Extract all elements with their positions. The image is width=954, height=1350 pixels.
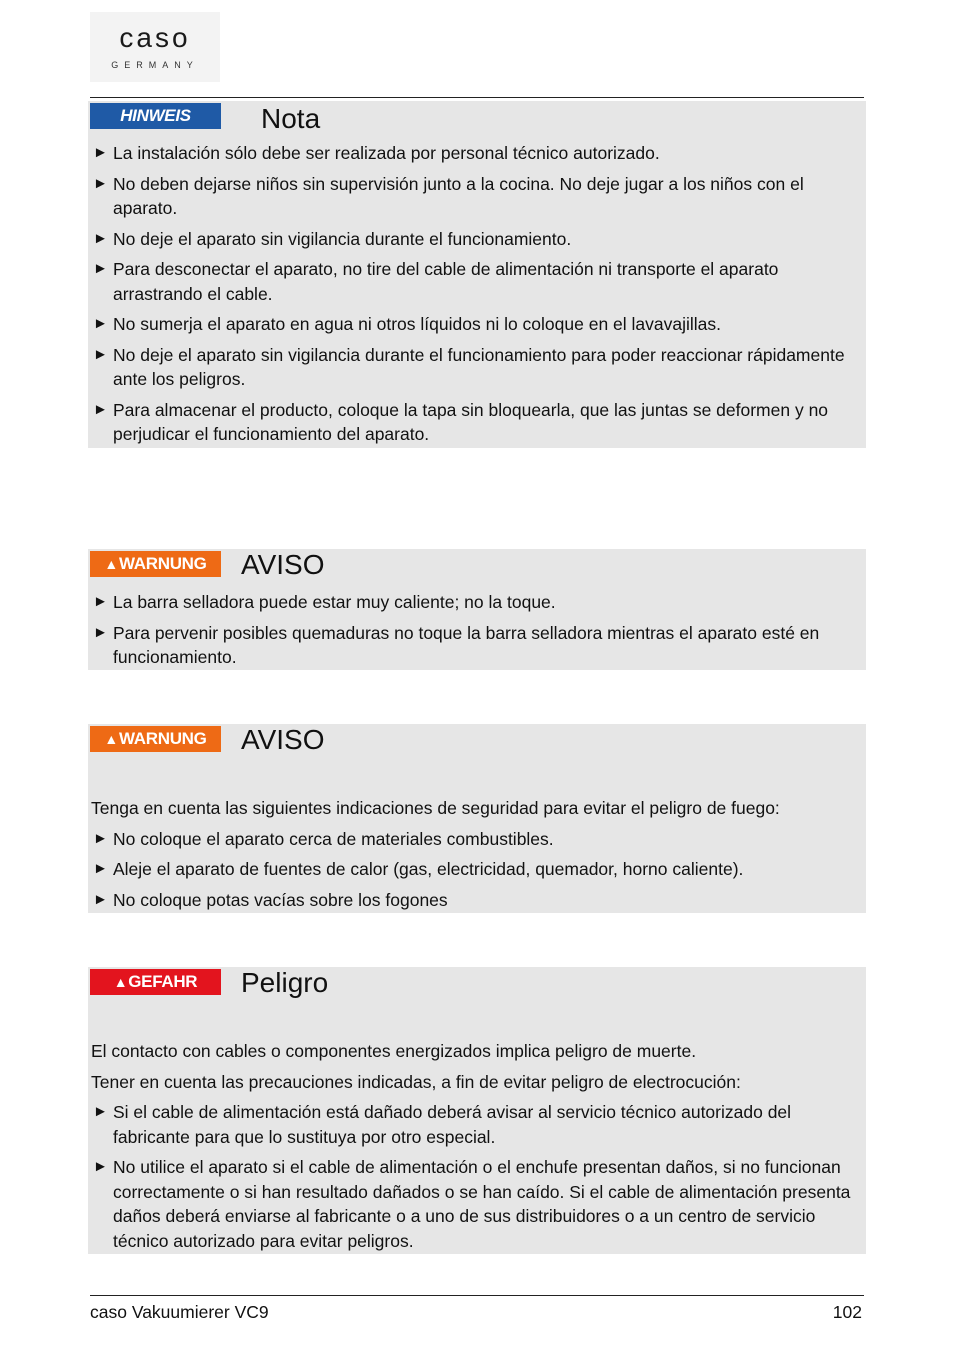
list-item [91,172,860,221]
section-title: Nota [261,103,321,134]
section-body [91,141,860,453]
list-item [91,827,860,852]
section-title: Peligro [241,967,329,998]
hinweis-badge: HINWEIS [90,103,221,129]
section-intro: Tenga en cuenta las siguientes indicaciones de seguridad para evitar el peligro de fuego: [91,798,780,818]
arrow-bullet-icon: ► [93,890,108,908]
list-item-text: No deje el aparato sin vigilancia durante el funcionamiento para poder reaccionar rápidamente ante los peligros. [113,344,845,389]
section-body [91,590,860,676]
logo-country: GERMANY [111,60,199,70]
arrow-bullet-icon: ► [93,345,108,363]
list-item [91,1100,860,1149]
warning-triangle-icon: ▲ [104,731,118,747]
list-item-text: Para pervenir posibles quemaduras no toque la barra selladora mientras el aparato esté en funcionamiento. [113,622,820,667]
warnung-badge [90,551,221,577]
note-section [88,101,866,448]
list-item [91,888,860,913]
arrow-bullet-icon: ► [93,315,108,332]
section-title: AVISO [241,724,325,755]
list-item-text: No sumerja el aparato en agua ni otros líquidos ni lo coloque en el lavavajillas. [113,314,722,334]
badge-label: WARNUNG [118,554,207,573]
arrow-bullet-icon: ► [93,829,108,847]
arrow-bullet-icon: ► [93,1103,108,1120]
list-item [91,857,860,882]
badge-label: GEFAHR [128,972,198,991]
arrow-bullet-icon: ► [93,623,108,641]
warning-section-heat [88,549,866,670]
list-item [91,398,860,447]
list-item [91,257,860,306]
list-item-text: No coloque potas vacías sobre los fogones [113,889,448,910]
list-item [91,343,860,392]
arrow-bullet-icon: ► [93,1158,108,1175]
list-item [91,1155,860,1253]
bottom-rule [90,1295,864,1296]
warning-section-fire [88,724,866,913]
list-item-text: La barra selladora puede estar muy caliente; no la toque. [113,592,556,612]
warnung-badge [90,726,221,752]
list-item [91,141,860,166]
logo-brand: caso [119,22,191,53]
list-item-text: No utilice el aparato si el cable de alimentación o el enchufe presentan daños, si no funcionan correctamente o si han resultado dañados o se han caído. Si el cable de alimentación presenta daños deberá enviarse al fabricante o a uno de sus distribuidores o a un centro de servicio técnico autorizado para evitar peligros. [113,1157,851,1251]
top-rule [90,97,864,98]
arrow-bullet-icon: ► [93,593,108,610]
caso-logo [90,12,220,82]
list-item [91,621,860,670]
list-item-text: No coloque el aparato cerca de materiales combustibles. [113,828,554,849]
arrow-bullet-icon: ► [93,144,108,161]
list-item-text: No deben dejarse niños sin supervisión junto a la cocina. No deje jugar a los niños con el aparato. [113,173,804,218]
warning-triangle-icon: ▲ [113,974,128,990]
section-body [91,796,860,918]
danger-section [88,967,866,1254]
warning-triangle-icon: ▲ [104,556,118,572]
badge-label: WARNUNG [118,729,207,748]
arrow-bullet-icon: ► [93,860,108,877]
list-item [91,312,860,337]
list-item [91,227,860,252]
list-item-text: Para desconectar el aparato, no tire del cable de alimentación ni transporte el aparato arrastrando el cable. [113,259,779,304]
section-intro-2: Tener en cuenta las precauciones indicadas, a fin de evitar peligro de electrocución: [91,1071,741,1092]
section-title: AVISO [241,549,325,580]
footer-product: caso Vakuumierer VC9 [90,1302,269,1322]
list-item-text: No deje el aparato sin vigilancia durante el funcionamiento. [113,228,572,249]
arrow-bullet-icon: ► [93,260,108,277]
section-intro: El contacto con cables o componentes energizados implica peligro de muerte. [91,1041,697,1061]
list-item-text: La instalación sólo debe ser realizada por personal técnico autorizado. [113,143,660,163]
page-number: 102 [832,1302,862,1322]
list-item-text: Aleje el aparato de fuentes de calor (gas, electricidad, quemador, horno caliente). [113,859,744,879]
section-body [91,1039,860,1259]
arrow-bullet-icon: ► [93,174,108,192]
gefahr-badge [90,969,221,995]
list-item [91,590,860,615]
list-item-text: Si el cable de alimentación está dañado deberá avisar al servicio técnico autorizado del fabricante para que lo sustituya por otro especial. [113,1102,792,1147]
arrow-bullet-icon: ► [93,229,108,247]
arrow-bullet-icon: ► [93,400,108,418]
list-item-text: Para almacenar el producto, coloque la tapa sin bloquearla, que las juntas se deformen y no perjudicar el funcionamiento del aparato. [113,399,829,444]
